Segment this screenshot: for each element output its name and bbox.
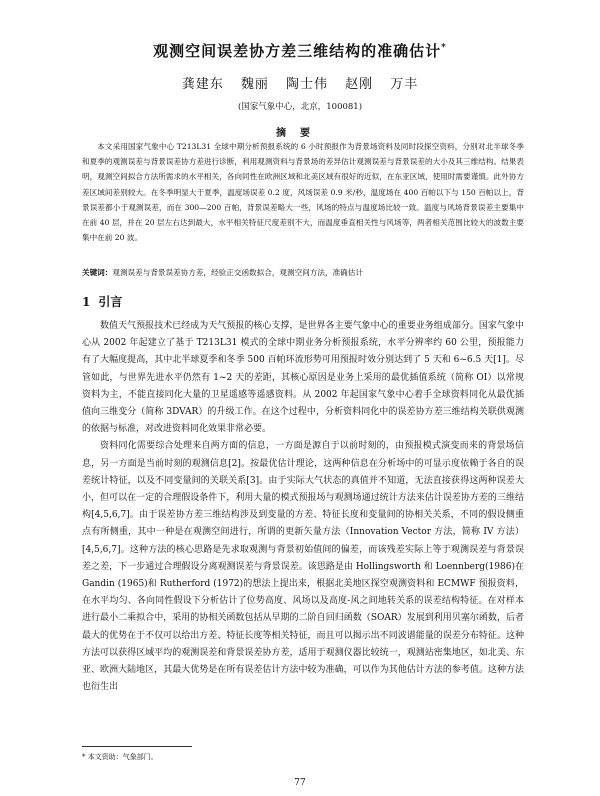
abstract [82,139,524,245]
page-number: 77 [294,778,306,788]
title-text: 观测空间误差协方差三维结构的准确估计 [153,42,442,60]
title-footnote-mark: * [441,43,447,53]
abstract-heading: 摘要 [276,128,324,139]
paper-title [0,40,600,61]
affiliation: (国家气象中心，北京，100081) [237,102,363,112]
body-paragraph: 数值天气预报技术已经成为天气预报的核心支撑，是世界各主要气象中心的重要业务组成部分。国家气象中心从 2002 年起建立了基于 T213L31 模式的全球中期业务分析预报系统，水平分辨率约 60 公里，预报能力有了大幅度提高，其中北半球夏季和冬季 500 百帕环流形势可用预报时效分别达到了 5 天和 6~6.5 天[1]。尽管如此，与世界先进水平仍然有 1~2 天的差距，其核心原因是业务上采用的最优插值系统（简称 OI）以常规资料为主，不能直接同化大量的卫星遥感等遥感资料。从 2002 年起国家气象中心着手全球资料同化从最优插值向三维变分（简称 3DVAR）的升级工作。在这个过程中，分析资料同化中的误差协方差三维结构关联供观测的依据与标准，对改进资料同化效果非常必要。 [82,321,524,435]
section-title: 引言 [98,295,123,309]
author-list: 龚建东 魏丽 陶士伟 赵刚 万丰 [181,77,419,92]
section-heading-introduction [82,293,122,310]
footnote-divider [82,746,192,747]
keywords-label: 关键词： [82,268,113,277]
section-number: 1 [82,295,91,309]
introduction-body [82,318,524,696]
body-paragraph: 资料同化需要综合处理来自两方面的信息，一方面是源自于以前时刻的，由预报模式演变而来的背景场信息，另一方面是当前时刻的观测信息[2]。按最优估计理论，这两种信息在分析场中的可显示度依赖于各自的误差统计特征，以及不同变量间的关联关系[3]。由于实际大气状态的真值并不知道，无法直接获得这两种误差大小，但可以在一定的合理假设条件下，利用大量的模式预报场与观测场通过统计方法来估计误差协方差的三维结构[4,5,6,7]。由于误差协方差三维结构涉及到变量的方差、特征长度和变量间的协相关关系，不同的假设侧重点有所侧重，其中一种是在观测空间进行，所谓的更新矢量方法（Innovation Vector 方法，简称 IV 方法）[4,5,6,7]。这种方法的核心思路是先求取观测与背景初始值间的偏差，而该残差实际上等于观测误差与背景误差之差，下一步通过合理假设分离观测误差与背景误差。该思路是由 Hollingsworth 和 Loennberg(1986)在 Gandin (1965)和 Rutherford (1972)的想法上提出来，根据北美地区探空观测资料和 ECMWF 预报资料，在水平均匀、各向同性假设下分析估计了位势高度、风场以及高度-风之间地转关系的误差结构特征。在对样本进行最小二乘拟合中，采用的协相关函数包括从早期的二阶自回归函数（SOAR）发展到利用贝塞尔函数，后者最大的优势在于不仅可以给出方差、特征长度等相关特征，而且可以揭示出不同波谱能量的误差分布特征。这种方法可以获得区域平均的观测误差和背景误差协方差，适用于观测仪器比较统一，观测站密集地区，如北美、东亚、欧洲大陆地区，其最大优势是在所有误差估计方法中较为准确，可以作为其他估计方法的参考值。这种方法也衍生出 [82,441,524,693]
keywords [82,267,524,279]
abstract-text: 本文采用国家气象中心 T213L31 全球中期分析预报系统的 6 小时预报作为背景场资料及同时段探空资料，分别对北半球冬季和夏季的观测误差与背景误差协方差进行诊断，利用观测资料与背景场的差异估计观测误差与背景误差的大小及其三维结构。结果表明，观测空间拟合方法所需求的水平相关，各向同性在欧洲区域和北美区域有很好的近似，在东亚区域，使用时需要谨慎。此外协方差区域间差别较大。在冬季明显大于夏季，温度场误差 0.2 度，风场误差 0.9 米/秒，温度场在 400 百帕以下与 150 百帕以上，背景误差都小于观测误差，而在 300—200 百帕，背景误差略大一些，风场的特点与温度场比较一致。温度与风场背景误差主要集中在前 40 层，并在 20 层左右达到最大，水平相关特征尺度差别不大，而温度垂直相关性与风场等，两者相关范围比较大的波数主要集中在前 20 波。 [82,142,524,243]
footnote: * 本文资助：气象部门。 [82,753,158,761]
keywords-text: 观测误差与背景误差协方差，经验正交函数拟合，观测空间方法，准确估计 [112,268,363,277]
